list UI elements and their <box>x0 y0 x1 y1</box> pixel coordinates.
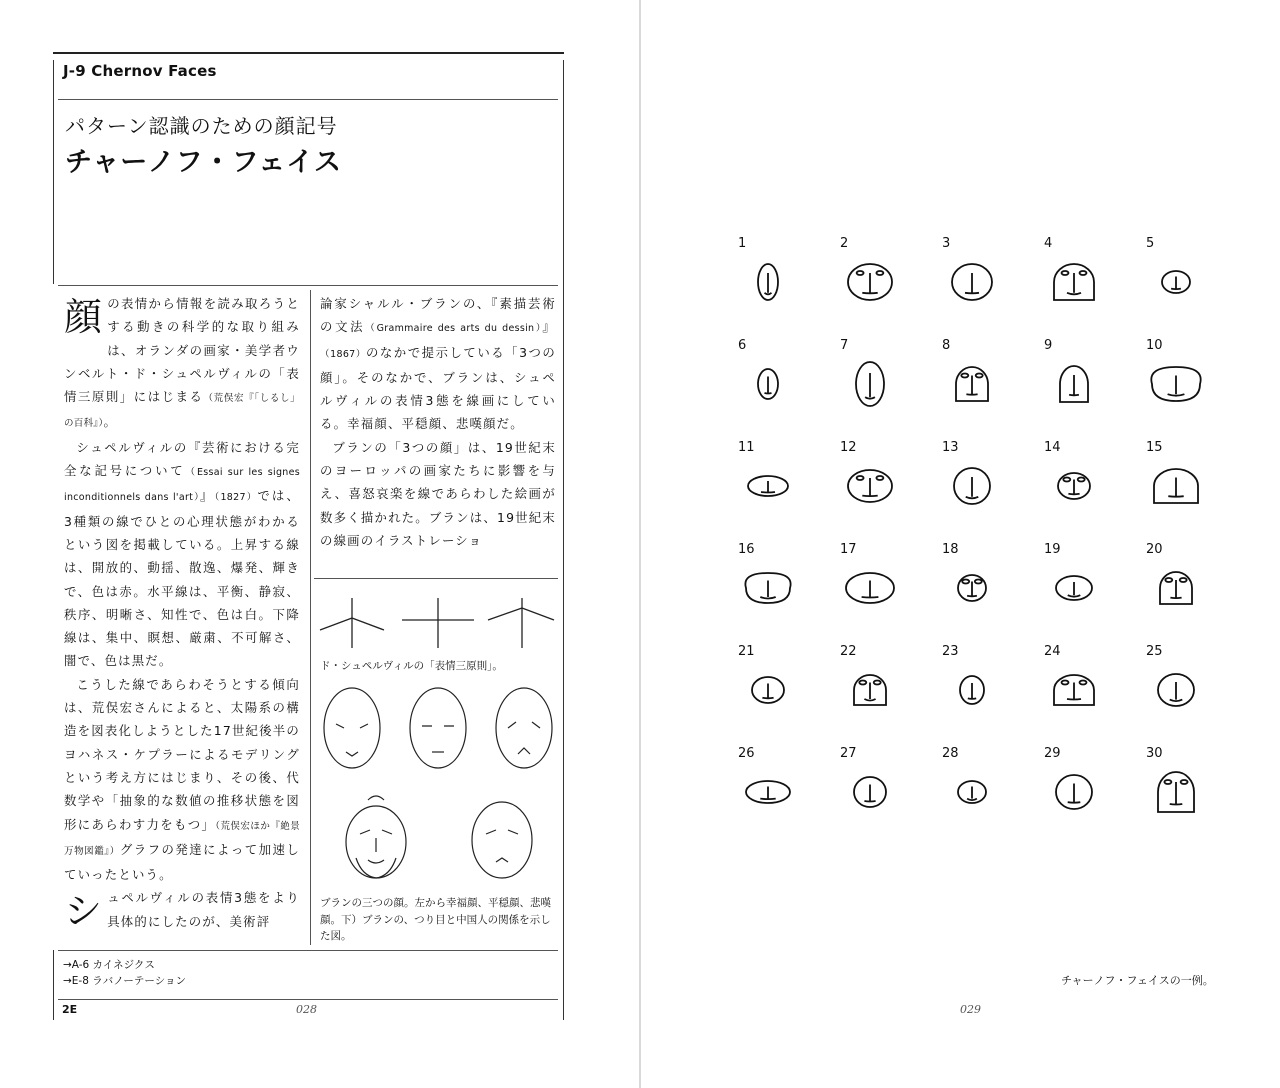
face-number: 8 <box>942 338 951 353</box>
face-eye <box>859 681 866 685</box>
face-eye <box>1180 578 1187 582</box>
happy-mouth <box>346 752 358 756</box>
face-cell-10 <box>1141 334 1241 434</box>
chernoff-face-28 <box>937 762 1017 822</box>
face-cell-27 <box>835 742 935 842</box>
face-cell-22 <box>835 640 935 740</box>
face-eye <box>857 271 864 275</box>
dropcap: 顔 <box>64 295 104 339</box>
face-eye <box>1078 478 1085 482</box>
face-eye <box>857 476 864 480</box>
topknot <box>368 796 384 800</box>
slant-eye-face <box>472 802 532 878</box>
paragraph-text: では、3種類の線でひとの心理状態がわかるという図を掲載している。上昇する線は、開放的、動揺、散逸、爆発、輝きで、色は赤。水平線は、平衡、静寂、秩序、明晰さ、知性で、色は白。下降線は、集中、瞑想、厳粛、不可解さ、闇で、色は黒だ。 <box>64 488 300 669</box>
face-mouth <box>865 397 875 399</box>
face-number: 30 <box>1146 746 1163 761</box>
entry-code: J-9 Chernov Faces <box>63 62 217 80</box>
chernoff-face-9 <box>1039 354 1119 414</box>
face-eye <box>1080 681 1087 685</box>
face-cell-8 <box>937 334 1037 434</box>
face-cell-28 <box>937 742 1037 842</box>
face-mouth <box>1168 394 1185 396</box>
chernoff-face-30 <box>1141 762 1221 822</box>
face-eye <box>876 476 883 480</box>
face-cell-25 <box>1141 640 1241 740</box>
face-cell-20 <box>1141 538 1241 638</box>
face-number: 10 <box>1146 338 1163 353</box>
face-mouth <box>862 496 877 497</box>
face-mouth <box>966 497 979 499</box>
chernoff-face-10 <box>1141 354 1221 414</box>
figure-caption: チャーノフ・フェイスの一例。 <box>1061 974 1214 987</box>
face-cell-17 <box>835 538 935 638</box>
paragraph-text: の表情から情報を読み取ろうとする動きの科学的な取り組みは、オランダの画家・美学者ウンベルト・ド・シュペルヴィルの「表情三原則」にはじまる <box>64 296 300 405</box>
face-number: 26 <box>738 746 755 761</box>
calm-face <box>410 688 466 768</box>
body-column-1 <box>64 292 300 933</box>
chernoff-face-8 <box>937 354 1017 414</box>
face-mouth <box>1068 802 1081 803</box>
frame-right-border <box>563 60 564 1020</box>
chernoff-face-14 <box>1039 456 1119 516</box>
happy-eyes <box>336 724 368 728</box>
face-number: 13 <box>942 440 959 455</box>
face-mouth <box>1067 293 1081 295</box>
chernoff-face-20 <box>1141 558 1221 618</box>
face-cell-21 <box>733 640 833 740</box>
face-mouth <box>968 698 976 699</box>
citation: （荒俣宏『「しるし」の百科』） <box>64 393 300 430</box>
citation: （Grammaire des arts du dessin） <box>365 323 543 335</box>
face-number: 2 <box>840 236 849 251</box>
paragraph-text: ブランの「3つの顔」は、19世紀末のヨーロッパの画家たちに影響を与え、喜怒哀楽を線であらわした絵画が数多く描かれた。ブランは、19世紀末の線画のイラストレーショ <box>320 439 556 548</box>
sad-eyes <box>508 722 540 728</box>
face-number: 23 <box>942 644 959 659</box>
dropcap: シ <box>64 889 104 934</box>
falling-line-right <box>522 608 554 620</box>
chernoff-face-2 <box>835 252 915 312</box>
face-mouth <box>1068 494 1079 495</box>
face-cell-23 <box>937 640 1037 740</box>
nose-mouth <box>368 838 384 863</box>
face-mouth <box>965 293 979 294</box>
chernoff-face-16 <box>733 558 813 618</box>
face-cell-6 <box>733 334 833 434</box>
chernoff-face-25 <box>1141 660 1221 720</box>
reference-link[interactable]: →A-6 カイネジクス <box>63 959 155 971</box>
face-mouth <box>967 799 977 801</box>
falling-line-left <box>488 608 522 620</box>
chernoff-face-18 <box>937 558 1017 618</box>
face-cell-14 <box>1039 436 1139 536</box>
face-number: 27 <box>840 746 857 761</box>
citation: （1827） <box>214 492 258 504</box>
chernoff-face-22 <box>835 660 915 720</box>
paragraph <box>320 292 556 436</box>
face-cell-30 <box>1141 742 1241 842</box>
face-number: 17 <box>840 542 857 557</box>
paragraph <box>64 886 300 933</box>
face-number: 14 <box>1044 440 1061 455</box>
chernoff-face-3 <box>937 252 1017 312</box>
face-number: 3 <box>942 236 951 251</box>
chernoff-face-23 <box>937 660 1017 720</box>
face-number: 24 <box>1044 644 1061 659</box>
page-number: 029 <box>960 1003 981 1016</box>
divider <box>58 99 558 100</box>
face-cell-15 <box>1141 436 1241 536</box>
face-eye <box>961 374 968 378</box>
face-cell-16 <box>733 538 833 638</box>
face-eye <box>1063 478 1070 482</box>
slanted-eyes <box>360 830 392 834</box>
chernoff-face-5 <box>1141 252 1221 312</box>
face-number: 4 <box>1044 236 1053 251</box>
face-cell-29 <box>1039 742 1139 842</box>
rising-line-left <box>320 618 352 630</box>
face-mouth <box>1170 700 1183 702</box>
face-mouth <box>1170 804 1183 805</box>
face-number: 25 <box>1146 644 1163 659</box>
paragraph-text: のなかで提示している「3つの顔」。そのなかで、ブランは、シュペルヴィルの表情3態を線画にしている。幸福顔、平穏顔、悲嘆顔だ。 <box>320 344 556 432</box>
page-number: 028 <box>296 1003 317 1016</box>
face-cell-7 <box>835 334 935 434</box>
chernoff-face-11 <box>733 456 813 516</box>
chernoff-face-21 <box>733 660 813 720</box>
figure-caption: ド・シュペルヴィルの「表情三原則」。 <box>320 660 503 672</box>
face-number: 11 <box>738 440 755 455</box>
face-eye <box>1181 780 1188 784</box>
face-eye <box>876 271 883 275</box>
frame-left-border <box>53 60 54 284</box>
face-mouth <box>760 597 775 599</box>
face-cell-26 <box>733 742 833 842</box>
face-mouth <box>864 699 875 701</box>
face-eye <box>1164 780 1171 784</box>
face-mouth <box>966 394 977 395</box>
reference-link[interactable]: →E-8 ラバノーテーション <box>63 975 187 987</box>
face-cell-2 <box>835 232 935 332</box>
face-number: 22 <box>840 644 857 659</box>
face-mouth <box>862 597 879 598</box>
subtitle: パターン認識のための顔記号 <box>65 114 338 138</box>
chernoff-face-6 <box>733 354 813 414</box>
body-column-2 <box>320 292 556 552</box>
figure-caption: ブランの三つの顔。左から幸福顔、平穏顔、悲嘆顔。下）ブランの、つり目と中国人の関係を示した図。 <box>320 897 551 942</box>
face-number: 7 <box>840 338 849 353</box>
chernoff-face-27 <box>835 762 915 822</box>
face-eye <box>1165 578 1172 582</box>
chernoff-face-17 <box>835 558 915 618</box>
paragraph <box>64 436 300 673</box>
face-cell-13 <box>937 436 1037 536</box>
citation: （Essai sur les signes inconditionnels dans l'art） <box>64 467 300 504</box>
face-number: 19 <box>1044 542 1061 557</box>
citation: （1867） <box>320 348 366 360</box>
paragraph <box>64 673 300 887</box>
header-rule <box>53 52 564 54</box>
slant-mouth <box>496 858 508 862</box>
face-eye <box>874 681 881 685</box>
face-eye <box>1062 681 1069 685</box>
chernoff-face-4 <box>1039 252 1119 312</box>
face-mouth <box>1168 496 1183 497</box>
face-number: 12 <box>840 440 857 455</box>
paragraph-text: こうした線であらわそうとする傾向は、荒俣宏さんによると、太陽系の構造を図表化しようとした17世紀後半のヨハネス・ケプラーによるモデリングという考え方にはじまり、その後、代数学や「抽象的な数値の推移状態を図形にあらわす力をもつ」 <box>64 676 300 832</box>
face-mouth <box>967 596 977 597</box>
paragraph <box>320 436 556 552</box>
face-number: 29 <box>1044 746 1061 761</box>
chernoff-face-12 <box>835 456 915 516</box>
face-number: 20 <box>1146 542 1163 557</box>
face-mouth <box>761 492 775 493</box>
face-eye <box>1062 271 1069 275</box>
face-number: 18 <box>942 542 959 557</box>
paragraph-text: シュペルヴィルの『芸術における完全な記号について <box>64 439 300 479</box>
face-eye <box>1080 271 1087 275</box>
face-cell-3 <box>937 232 1037 332</box>
face-mouth <box>1171 289 1181 290</box>
paragraph-text: 』 <box>200 488 215 504</box>
rising-line-right <box>352 618 384 630</box>
chernoff-face-26 <box>733 762 813 822</box>
beard <box>356 858 396 878</box>
face-number: 9 <box>1044 338 1053 353</box>
face-cell-12 <box>835 436 935 536</box>
face-cell-19 <box>1039 538 1139 638</box>
divider <box>58 285 558 286</box>
face-mouth <box>1067 699 1081 700</box>
slant-eyes <box>486 830 518 834</box>
face-eye <box>976 374 983 378</box>
paragraph-text: 論家シャルル・ブランの、『素描芸術の文法 <box>320 296 556 335</box>
chernoff-face-24 <box>1039 660 1119 720</box>
face-mouth <box>1170 598 1181 599</box>
face-mouth <box>765 293 772 295</box>
face-eye <box>962 580 969 584</box>
face-number: 28 <box>942 746 959 761</box>
face-cell-24 <box>1039 640 1139 740</box>
face-cell-9 <box>1039 334 1139 434</box>
face-number: 5 <box>1146 236 1155 251</box>
face-cell-4 <box>1039 232 1139 332</box>
face-number: 6 <box>738 338 747 353</box>
divider <box>58 950 558 951</box>
chernoff-face-29 <box>1039 762 1119 822</box>
chernoff-face-13 <box>937 456 1017 516</box>
page-title: チャーノフ・フェイス <box>65 147 343 178</box>
face-mouth <box>760 799 775 800</box>
divider <box>58 999 558 1000</box>
paragraph-text: グラフの発達によって加速していったという。 <box>64 841 300 883</box>
face-number: 21 <box>738 644 755 659</box>
chernoff-face-grid <box>733 232 1213 822</box>
face-cell-18 <box>937 538 1037 638</box>
chernoff-face-1 <box>733 252 813 312</box>
face-number: 15 <box>1146 440 1163 455</box>
sad-mouth <box>518 748 530 754</box>
face-mouth <box>1068 595 1081 597</box>
face-mouth <box>864 801 875 802</box>
chernoff-face-15 <box>1141 456 1221 516</box>
paragraph-text: 。 <box>103 414 118 430</box>
face-number: 16 <box>738 542 755 557</box>
face-cell-5 <box>1141 232 1241 332</box>
face-eye <box>975 580 982 584</box>
paragraph-text: 』 <box>542 319 557 335</box>
face-mouth <box>1069 395 1079 396</box>
paragraph-text: ュペルヴィルの表情3態をより具体的にしたのが、美術評 <box>107 890 300 929</box>
cross-references <box>63 957 186 989</box>
face-mouth <box>762 698 773 699</box>
chernoff-face-19 <box>1039 558 1119 618</box>
chernoff-face-7 <box>835 354 915 414</box>
face-cell-11 <box>733 436 833 536</box>
section-code: 2E <box>62 1003 78 1016</box>
expression-lines-figure <box>316 590 556 650</box>
face-cell-1 <box>733 232 833 332</box>
citation: （荒俣宏ほか『絶景万物図鑑』） <box>64 820 300 857</box>
face-mouth <box>862 293 877 294</box>
paragraph <box>64 292 300 436</box>
face-number: 1 <box>738 236 747 251</box>
blanc-faces-figure <box>316 682 560 892</box>
face-mouth <box>765 393 772 394</box>
column-divider <box>310 290 311 945</box>
sad-face <box>496 688 552 768</box>
frame-left-border-bottom <box>53 950 54 1020</box>
divider <box>314 578 558 579</box>
